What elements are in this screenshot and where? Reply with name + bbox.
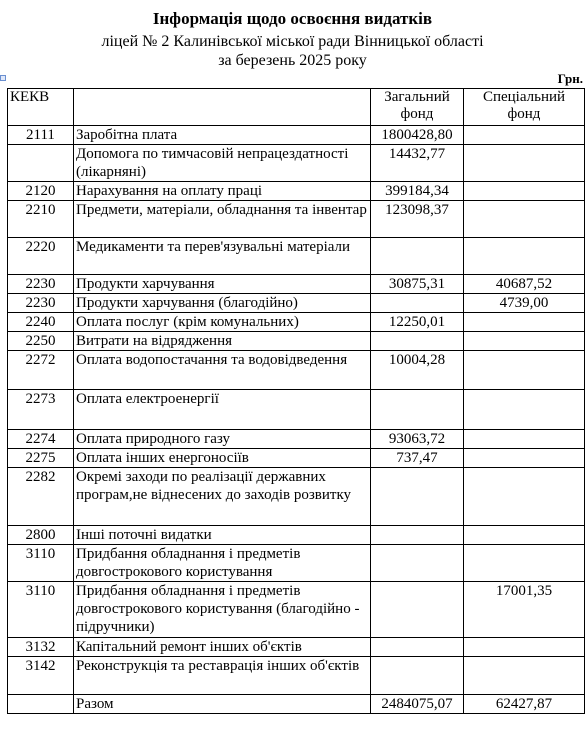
- cell-name: Медикаменти та перев'язувальні матеріали: [74, 238, 371, 275]
- cell-name: Придбання обладнання і предметів довгострокового користування (благодійно - підручники): [74, 582, 371, 638]
- cell-kekv: 2220: [8, 238, 74, 275]
- cell-special-fund: [464, 638, 585, 657]
- anchor-marker: [0, 75, 6, 81]
- table-row: [8, 332, 585, 351]
- table-row: [8, 638, 585, 657]
- header-general-fund: Загальний фонд: [371, 89, 464, 126]
- table-row: [8, 182, 585, 201]
- cell-general-fund: 123098,37: [371, 201, 464, 238]
- table-row: [8, 294, 585, 313]
- cell-name: Разом: [74, 695, 371, 714]
- cell-name: Оплата природного газу: [74, 430, 371, 449]
- cell-kekv: 2273: [8, 390, 74, 430]
- cell-name: Інші поточні видатки: [74, 526, 371, 545]
- cell-kekv: 2111: [8, 126, 74, 145]
- cell-special-fund: 4739,00: [464, 294, 585, 313]
- cell-general-fund: [371, 332, 464, 351]
- cell-special-fund: [464, 238, 585, 275]
- cell-name: Предмети, матеріали, обладнання та інвентар: [74, 201, 371, 238]
- table-row: [8, 313, 585, 332]
- cell-kekv: 2240: [8, 313, 74, 332]
- cell-special-fund: [464, 390, 585, 430]
- cell-kekv: 2275: [8, 449, 74, 468]
- cell-name: Капітальний ремонт інших об'єктів: [74, 638, 371, 657]
- page-title: Інформація щодо освоєння видатків: [152, 9, 433, 28]
- cell-general-fund: [371, 294, 464, 313]
- cell-kekv: 2274: [8, 430, 74, 449]
- cell-special-fund: [464, 449, 585, 468]
- cell-general-fund: [371, 468, 464, 526]
- table-row: [8, 430, 585, 449]
- cell-kekv: 3132: [8, 638, 74, 657]
- cell-kekv: 3110: [8, 582, 74, 638]
- cell-kekv: 2120: [8, 182, 74, 201]
- cell-name: Оплата інших енергоносіїв: [74, 449, 371, 468]
- cell-name: Витрати на відрядження: [74, 332, 371, 351]
- cell-name: Продукти харчування: [74, 275, 371, 294]
- cell-name: Оплата електроенергії: [74, 390, 371, 430]
- cell-name: Придбання обладнання і предметів довгострокового користування: [74, 545, 371, 582]
- cell-general-fund: 93063,72: [371, 430, 464, 449]
- cell-general-fund: 737,47: [371, 449, 464, 468]
- cell-special-fund: [464, 657, 585, 695]
- table-row: [8, 145, 585, 182]
- cell-general-fund: 12250,01: [371, 313, 464, 332]
- cell-general-fund: 10004,28: [371, 351, 464, 390]
- period-line: за березень 2025 року: [218, 52, 367, 69]
- table-row: [8, 449, 585, 468]
- cell-special-fund: [464, 332, 585, 351]
- cell-general-fund: [371, 582, 464, 638]
- institution-line: ліцей № 2 Калинівської міської ради Вінницької області: [101, 33, 484, 50]
- cell-name: Оплата водопостачання та водовідведення: [74, 351, 371, 390]
- cell-special-fund: [464, 430, 585, 449]
- cell-kekv: 2230: [8, 275, 74, 294]
- cell-special-fund: [464, 526, 585, 545]
- table-row: [8, 275, 585, 294]
- cell-general-fund: 1800428,80: [371, 126, 464, 145]
- cell-general-fund: 399184,34: [371, 182, 464, 201]
- cell-name: Реконструкція та реставрація інших об'єктів: [74, 657, 371, 695]
- cell-special-fund: [464, 351, 585, 390]
- table-row: [8, 351, 585, 390]
- cell-special-fund: 17001,35: [464, 582, 585, 638]
- header-special-fund: Спеціальний фонд: [464, 89, 585, 126]
- cell-general-fund: 2484075,07: [371, 695, 464, 714]
- cell-general-fund: 30875,31: [371, 275, 464, 294]
- cell-kekv: 2230: [8, 294, 74, 313]
- cell-general-fund: [371, 238, 464, 275]
- cell-special-fund: [464, 126, 585, 145]
- table-row: [8, 201, 585, 238]
- cell-name: Нарахування на оплату праці: [74, 182, 371, 201]
- table-row: [8, 582, 585, 638]
- cell-general-fund: [371, 638, 464, 657]
- cell-kekv: 2800: [8, 526, 74, 545]
- table-row: [8, 390, 585, 430]
- header-kekv: КЕКВ: [8, 89, 74, 126]
- cell-special-fund: [464, 468, 585, 526]
- header-name: [74, 89, 371, 126]
- cell-special-fund: [464, 182, 585, 201]
- table-row: [8, 657, 585, 695]
- table-row: [8, 695, 585, 714]
- cell-kekv: [8, 695, 74, 714]
- cell-special-fund: [464, 313, 585, 332]
- cell-special-fund: [464, 201, 585, 238]
- cell-special-fund: 62427,87: [464, 695, 585, 714]
- cell-name: Оплата послуг (крім комунальних): [74, 313, 371, 332]
- cell-kekv: 3142: [8, 657, 74, 695]
- cell-kekv: 2272: [8, 351, 74, 390]
- cell-general-fund: [371, 390, 464, 430]
- table-row: [8, 545, 585, 582]
- table-row: [8, 526, 585, 545]
- cell-general-fund: [371, 657, 464, 695]
- cell-general-fund: [371, 526, 464, 545]
- table-row: [8, 468, 585, 526]
- cell-name: Заробітна плата: [74, 126, 371, 145]
- expenditure-table: [7, 88, 585, 714]
- cell-general-fund: [371, 545, 464, 582]
- cell-name: Окремі заходи по реалізації державних програм,не віднесених до заходів розвитку: [74, 468, 371, 526]
- cell-special-fund: [464, 545, 585, 582]
- table-body: [8, 126, 585, 714]
- cell-kekv: 2282: [8, 468, 74, 526]
- cell-kekv: 3110: [8, 545, 74, 582]
- cell-special-fund: 40687,52: [464, 275, 585, 294]
- table-row: [8, 238, 585, 275]
- cell-kekv: 2250: [8, 332, 74, 351]
- cell-kekv: 2210: [8, 201, 74, 238]
- cell-general-fund: 14432,77: [371, 145, 464, 182]
- cell-name: Продукти харчування (благодійно): [74, 294, 371, 313]
- currency-unit: Грн.: [557, 71, 583, 86]
- cell-special-fund: [464, 145, 585, 182]
- cell-kekv: [8, 145, 74, 182]
- table-row: [8, 126, 585, 145]
- cell-name: Допомога по тимчасовій непрацездатності (лікарняні): [74, 145, 371, 182]
